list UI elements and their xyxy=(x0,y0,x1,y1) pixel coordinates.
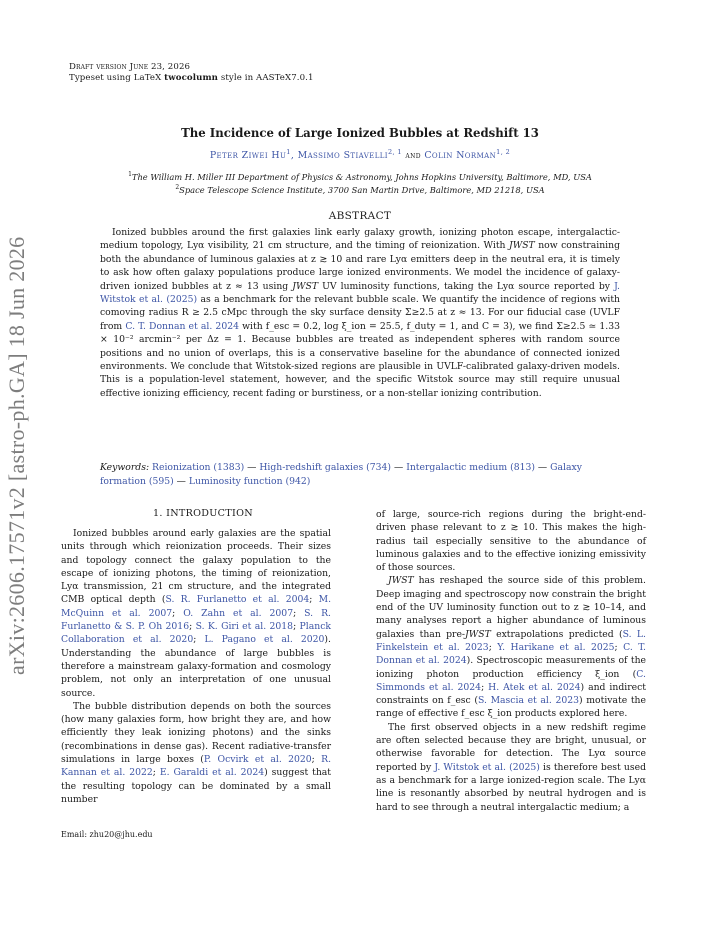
citation-link[interactable]: S. R. Furlanetto & S. P. Oh 2016 xyxy=(61,607,331,633)
right-column xyxy=(376,508,646,814)
citation-link[interactable]: Y. Harikane et al. 2025 xyxy=(497,641,615,653)
citation-link[interactable]: S. L. Finkelstein et al. 2023 xyxy=(376,628,646,653)
author-name[interactable]: Massimo Stiavelli xyxy=(297,150,388,162)
typeset-line: Typeset using LaTeX twocolumn style in AASTeX7.0.1 xyxy=(69,73,314,83)
citation-link[interactable]: Planck Collaboration et al. 2020 xyxy=(61,621,331,646)
citation-link[interactable]: C. T. Donnan et al. 2024 xyxy=(125,320,239,332)
citation-link[interactable]: O. Zahn et al. 2007 xyxy=(183,607,294,619)
citation-link[interactable]: C. T. Donnan et al. 2024 xyxy=(376,641,646,667)
arxiv-stamp[interactable]: arXiv:2606.17571v2 [astro-ph.GA] 18 Jun 2026 xyxy=(4,236,29,675)
citation-link[interactable]: E. Garaldi et al. 2024 xyxy=(159,767,265,779)
citation-link[interactable]: L. Pagano et al. 2020 xyxy=(204,634,325,646)
preprint-header xyxy=(69,62,314,84)
paragraph: The bubble distribution depends on both the sources (how many galaxies form, how bright they are, and how efficiently they leak ionizing photons) and the sinks (recombinations in dense gas). Recent radiative-transfer simulations in large boxes (P. Ocvirk et al. 2020; R. Kannan et al. 2022; E. Garaldi et al. 2024) suggest that the resulting topology can be dominated by a small number xyxy=(61,700,332,805)
latex-logo: LaTeX xyxy=(133,73,162,83)
citation-link[interactable]: M. McQuinn et al. 2007 xyxy=(61,594,332,619)
author-list: Peter Ziwei Hu$^1$, Massimo Stiavelli$^{2, 1}$ and Colin Norman$^{1, 2}$ xyxy=(209,148,511,162)
keyword-link[interactable]: Reionization (1383) xyxy=(152,462,245,473)
paragraph: The first observed objects in a new redshift regime are often selected because they are bright, unusual, or otherwise favorable for detection. The Lyα source reported by J. Witstok et al. (2025) is therefore best used as a benchmark for a large ionized-region scale. The Lyα line is resonantly absorbed by neutral hydrogen and is hard to see through a neutral intergalactic medium; a xyxy=(376,721,647,813)
citation-link[interactable]: S. K. Giri et al. 2018 xyxy=(195,621,294,633)
citation-link[interactable]: S. Mascia et al. 2023 xyxy=(477,695,580,707)
draft-line: Draft version June 23, 2026 xyxy=(69,62,191,72)
affiliation: $^2$Space Telescope Science Institute, 3700 San Martin Drive, Baltimore, MD 21218, USA xyxy=(175,184,545,195)
citation-link[interactable]: J. Witstok et al. (2025) xyxy=(100,280,620,306)
left-column xyxy=(61,527,331,806)
affiliation: $^1$The William H. Miller III Department of Physics & Astronomy, Johns Hopkins University, Baltimore, MD, USA xyxy=(128,171,592,182)
citation-link[interactable]: S. R. Furlanetto et al. 2004 xyxy=(165,594,310,606)
citation-link[interactable]: J. Witstok et al. (2025) xyxy=(434,761,540,773)
paragraph: Ionized bubbles around early galaxies are the spatial units through which reionization proceeds. Their sizes and topology connect the galaxy population to the escape of ionizing photons, the timing of reionization, Lyα transmission, 21 cm structure, and the integrated CMB optical depth (S. R. Furlanetto et al. 2004; M. McQuinn et al. 2007; O. Zahn et al. 2007; S. R. Furlanetto & S. P. Oh 2016; S. K. Giri et al. 2018; Planck Collaboration et al. 2020; L. Pagano et al. 2020). Understanding the abundance of large bubbles is therefore a mainstream galaxy-formation and cosmology problem, not only an interpretation of one unusual source. xyxy=(61,528,332,699)
keyword-link[interactable]: Galaxy formation (595) xyxy=(100,462,582,487)
citation-link[interactable]: H. Atek et al. 2024 xyxy=(488,681,581,693)
abstract-text: Ionized bubbles around the first galaxies link early galaxy growth, ionizing photon escape, intergalactic-medium topology, Lyα visibility, 21 cm structure, and the timing of reionization. With JWST now constraining both the abundance of luminous galaxies at z ≳ 10 and rare Lyα emitters deep in the neutral era, it is timely to ask how often galaxy populations produce large ionized environments. We model the incidence of galaxy-driven ionized bubbles at z ≈ 13 using JWST UV luminosity functions, taking the Lyα source reported by J. Witstok et al. (2025) as a benchmark for the relevant bubble scale. We quantify the incidence of regions with comoving radius R ≥ 2.5 cMpc through the sky surface density Σ≥2.5 at z ≈ 13. For our fiducial case (UVLF from C. T. Donnan et al. 2024 with f_esc = 0.2, log ξ_ion = 25.5, f_duty = 1, and C = 3), we find Σ≥2.5 ≃ 1.33 × 10⁻² arcmin⁻² per Δz = 1. Because bubbles are treated as independent spheres with random source positions and no union of overlaps, this is a conservative baseline for the abundance of connected ionized environments. We conclude that Witstok-sized regions are plausible in UVLF-calibrated galaxy-driven models. This is a population-level statement, however, and the specific Witstok source may still require unusual effective ionizing efficiency, recent fading or burstiness, or a non-stellar ionizing contribution. xyxy=(100,227,620,399)
footnote-email: Email: zhu20@jhu.edu xyxy=(61,830,153,839)
section-heading: 1. INTRODUCTION xyxy=(153,508,253,519)
keyword-link[interactable]: Luminosity function (942) xyxy=(188,476,311,487)
keywords-label: Keywords: xyxy=(100,462,150,473)
paragraph: of large, source-rich regions during the bright-end-driven phase relevant to z ≳ 10. This makes the high-radius tail especially sensitive to the abundance of luminous galaxies and to the effective ionizing emissivity of those sources. xyxy=(376,509,646,574)
citation-link[interactable]: P. Ocvirk et al. 2020 xyxy=(203,754,312,766)
keyword-link[interactable]: High-redshift galaxies (734) xyxy=(259,462,392,473)
citation-link[interactable]: C. Simmonds et al. 2024 xyxy=(376,668,646,693)
keywords: Keywords: Reionization (1383) — High-redshift galaxies (734) — Intergalactic medium (813) — Galaxy formation (595) — Luminosity function (942) xyxy=(100,462,582,487)
author-name[interactable]: Colin Norman xyxy=(424,150,497,162)
citation-link[interactable]: R. Kannan et al. 2022 xyxy=(61,754,332,779)
paragraph: JWST has reshaped the source side of this problem. Deep imaging and spectroscopy now constrain the bright end of the UV luminosity function out to z ≳ 10–14, and many analyses report a higher abundance of luminous galaxies than pre-JWST extrapolations predicted (S. L. Finkelstein et al. 2023; Y. Harikane et al. 2025; C. T. Donnan et al. 2024). Spectroscopic measurements of the ionizing photon production efficiency ξ_ion (C. Simmonds et al. 2024; H. Atek et al. 2024) and indirect constraints on f_esc (S. Mascia et al. 2023) motivate the range of effective f_esc ξ_ion products explored here. xyxy=(376,575,647,720)
paper-title: The Incidence of Large Ionized Bubbles at Redshift 13 xyxy=(181,126,539,140)
abstract-heading: ABSTRACT xyxy=(328,210,392,222)
keyword-link[interactable]: Intergalactic medium (813) xyxy=(406,462,535,473)
author-name[interactable]: Peter Ziwei Hu xyxy=(209,150,287,162)
